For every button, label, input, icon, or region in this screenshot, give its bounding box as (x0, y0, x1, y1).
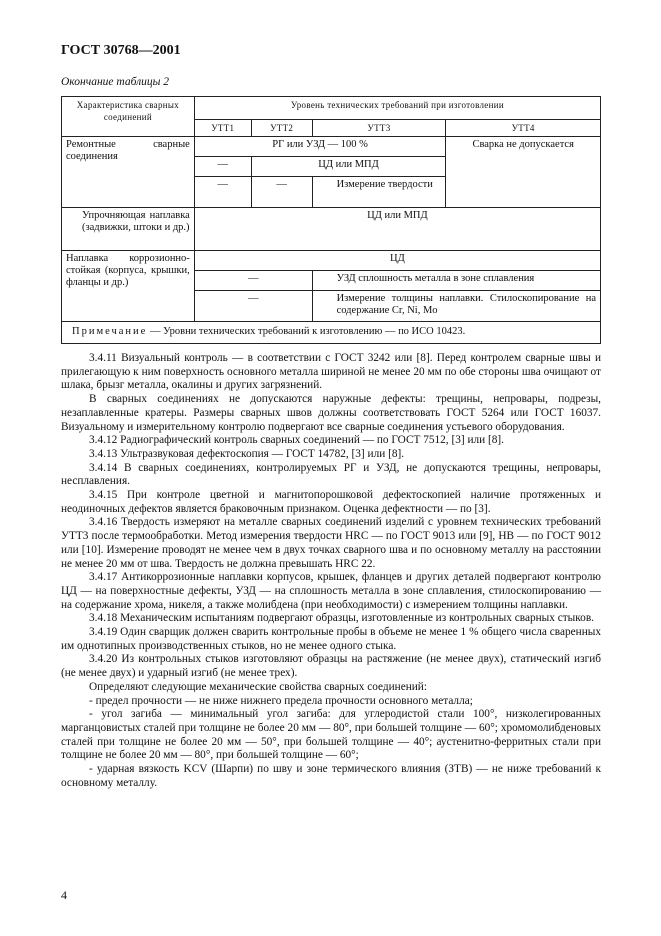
cell-repair-dash: — (251, 177, 312, 208)
cell-corrosion-uzd: УЗД сплошность металла в зоне сплавления (312, 271, 600, 291)
paragraph-3-4-14: 3.4.14 В сварных соединениях, контролируемых РГ и УЗД, не допускаются трещины, непровары, несплавления. (61, 461, 601, 488)
row-label-hardening: Упрочняющая наплавка (задвижки, штоки и др.) (62, 208, 195, 251)
table-caption: Окончание таблицы 2 (61, 76, 169, 88)
paragraph-3-4-18: 3.4.18 Механическим испытаниям подвергают образцы, изготовленные из контрольных сварных стыков. (89, 612, 594, 625)
level-utt3: УТТ3 (312, 120, 446, 137)
cell-repair-hardness: Измерение твердости (312, 177, 446, 208)
paragraph-3-4-13: 3.4.13 Ультразвуковая дефектоскопия — ГОСТ 14782, [3] или [8]. (89, 447, 405, 460)
document-code: ГОСТ 30768—2001 (61, 43, 181, 58)
cell-repair-cd: ЦД или МПД (251, 157, 446, 177)
row-label-corrosion: Наплавка коррозионно-стойкая (корпуса, крышки, фланцы и др.) (62, 251, 195, 322)
col-header-characteristic: Характеристика сварных соединений (62, 97, 195, 137)
cell-repair-dash: — (194, 157, 251, 177)
paragraph: В сварных соединениях не допускаются наружные дефекты: трещины, непровары, подрезы, незаплавленные кратеры. Размеры сварных швов должны соответствовать ГОСТ 5264 или ГОСТ 16037. Визуальному и измерительному контролю подвергают все сварные соединения устьевого оборудования. (61, 393, 601, 433)
paragraph-3-4-19: 3.4.19 Один сварщик должен сварить контрольные пробы в объеме не менее 1 % общего числа сваренных им однотипных производственных стыков, но не менее одного стыка. (61, 626, 601, 652)
table-note (62, 322, 601, 344)
table-row (62, 251, 601, 271)
cell-repair-utt4: Сварка не допускается (446, 137, 601, 208)
note-text: — Уровни технических требований к изготовлению — по ИСО 10423. (147, 326, 466, 337)
paragraph: Определяют следующие механические свойства сварных соединений: (89, 680, 427, 693)
list-item: - угол загиба — минимальный угол загиба: для углеродистой стали 100°, низколегированных марганцовистых сталей при толщине не более 20 мм — 80°, при большей толщине — 60°; хромомолибденовых сталей при толщине не более 20 мм — 50°, при большей толщине — 40°; аустенитно-ферритных стали при толщине не более 20 мм — 80°, при большей толщине — 60°; (61, 708, 601, 762)
level-utt1: УТТ1 (194, 120, 251, 137)
cell-corrosion-dash: — (194, 291, 312, 322)
table-note-row (62, 322, 601, 344)
paragraph-3-4-17: 3.4.17 Антикоррозионные наплавки корпусов, крышек, фланцев и других деталей подвергают контролю ЦД — на поверхностные дефекты, УЗД — на сплошность металла в зоне сплавления, стилоскопированию — на содержание хрома, никеля, а также молибдена (при необходимости) с измерением толщины наплавки. (61, 571, 601, 611)
list-item: - ударная вязкость KCV (Шарпи) по шву и зоне термического влияния (ЗТВ) — не ниже требований к основному металлу. (61, 763, 601, 789)
table-row (62, 208, 601, 251)
cell-hardening: ЦД или МПД (194, 208, 600, 251)
level-utt2: УТТ2 (251, 120, 312, 137)
paragraph-3-4-12: 3.4.12 Радиографический контроль сварных соединений — по ГОСТ 7512, [3] или [8]. (89, 434, 504, 447)
row-label-repair: Ремонтные сварные соединения (62, 137, 195, 208)
note-label: Примечание (72, 326, 148, 337)
body-text (61, 352, 601, 791)
col-header-level-group: Уровень технических требований при изготовлении (194, 97, 600, 120)
table-row (62, 137, 601, 157)
cell-corrosion-cd: ЦД (194, 251, 600, 271)
cell-repair-dash: — (194, 177, 251, 208)
table-header-row (62, 97, 601, 120)
level-utt4: УТТ4 (446, 120, 601, 137)
page-number: 4 (61, 888, 67, 902)
list-item: - предел прочности — не ниже нижнего предела прочности основного металла; (89, 694, 473, 707)
cell-corrosion-thickness: Измерение толщины наплавки. Стилоскопирование на содержание Cr, Ni, Mo (312, 291, 600, 322)
paragraph-3-4-11: 3.4.11 Визуальный контроль — в соответствии с ГОСТ 3242 или [8]. Перед контролем сварные швы и прилегающую к ним поверхность основного металла шириной не менее 20 мм по обе стороны шва очищают от шлака, брызг металла, окалины и других загрязнений. (61, 352, 601, 392)
cell-corrosion-dash: — (194, 271, 312, 291)
paragraph-3-4-16: 3.4.16 Твердость измеряют на металле сварных соединений изделий с уровнем технических требований УТТ3 после термообработки. Метод измерения твердости HRC — по ГОСТ 9013 или [9], HB — по ГОСТ 9012 или [10]. Измерение проводят не менее чем в двух точках сварного шва и по основному металлу на расстоянии не менее 20 мм от шва. Твердость не должна превышать HRC 22. (61, 516, 601, 570)
cell-repair-rg: РГ или УЗД — 100 % (194, 137, 446, 157)
paragraph-3-4-20: 3.4.20 Из контрольных стыков изготовляют образцы на растяжение (не менее двух), статический изгиб (не менее двух) и ударный изгиб (не менее трех). (61, 653, 601, 680)
requirements-table (61, 96, 601, 344)
paragraph-3-4-15: 3.4.15 При контроле цветной и магнитопорошковой дефектоскопией наличие протяженных и неодиночных дефектов является браковочным признаком. Оценка дефектности — по [3]. (61, 489, 601, 515)
